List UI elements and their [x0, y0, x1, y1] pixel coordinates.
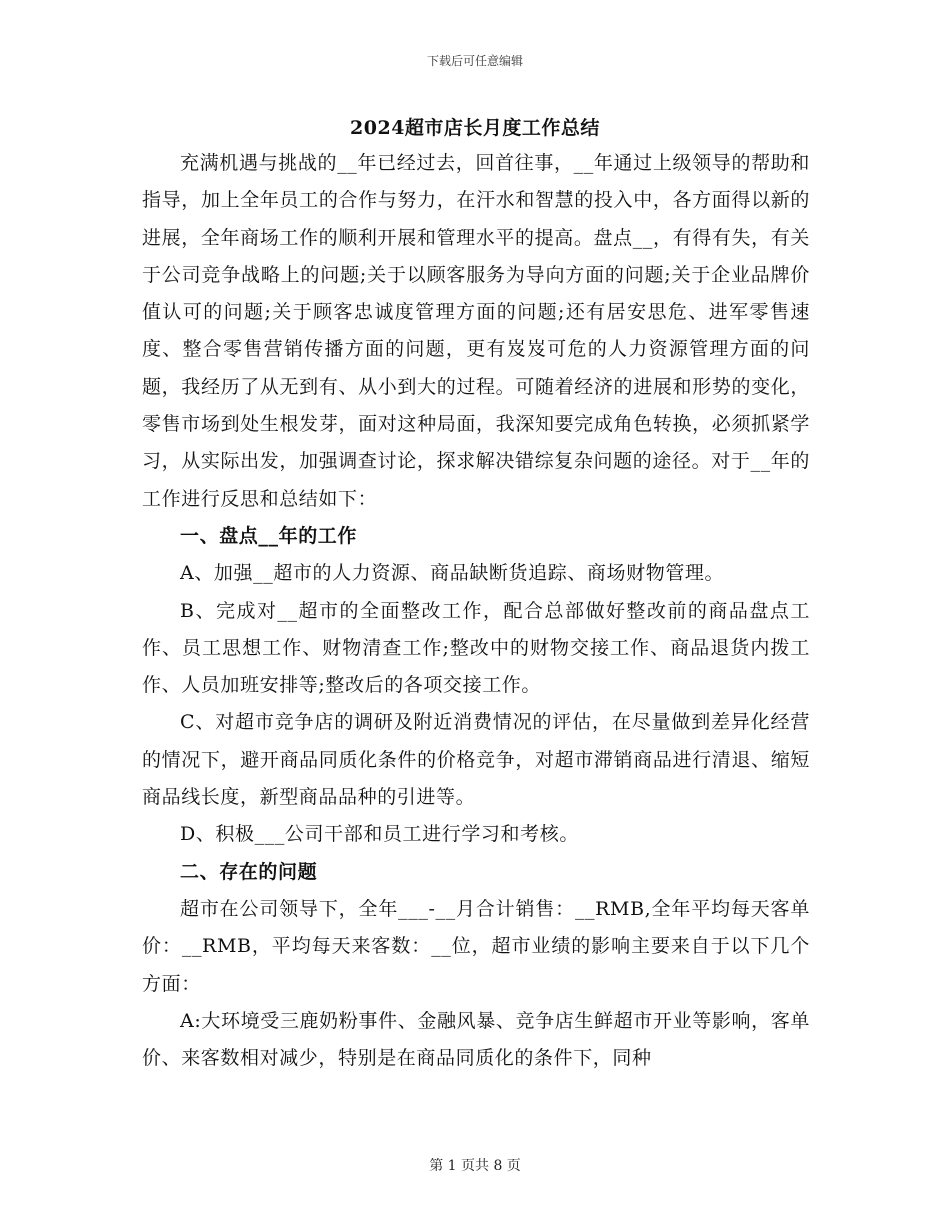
- page-header: 下载后可任意编辑: [426, 54, 523, 68]
- section-heading-review: 一、盘点__年的工作: [180, 524, 358, 547]
- paragraph-item-d: D、积极___公司干部和员工进行学习和考核。: [180, 823, 579, 846]
- document-title: 2024超市店长月度工作总结: [350, 117, 600, 139]
- document-body: [142, 145, 810, 1077]
- page-footer: 第 1 页共 8 页: [429, 1158, 521, 1174]
- paragraph-item-c: C、对超市竞争店的调研及附近消费情况的评估，在尽量做到差异化经营的情况下，避开商品同质化条件的价格竞争，对超市滞销商品进行清退、缩短商品线长度，新型商品品种的引进等。: [142, 711, 810, 809]
- paragraph-problem-a: A:大环境受三鹿奶粉事件、金融风暴、竞争店生鲜超市开业等影响，客单价、来客数相对减少，特别是在商品同质化的条件下，同种: [142, 1009, 810, 1070]
- paragraph-intro: 充满机遇与挑战的__年已经过去，回首往事，__年通过上级领导的帮助和指导，加上全年员工的合作与努力，在汗水和智慧的投入中，各方面得以新的进展，全年商场工作的顺利开展和管理水平的提高。盘点__，有得有失，有关于公司竞争战略上的问题;关于以顾客服务为导向方面的问题;关于企业品牌价值认可的问题;关于顾客忠诚度管理方面的问题;还有居安思危、进军零售速度、整合零售营销传播方面的问题，更有岌岌可危的人力资源管理方面的问题，我经历了从无到有、从小到大的过程。可随着经济的进展和形势的变化，零售市场到处生根发芽，面对这种局面，我深知要完成角色转换，必须抓紧学习，从实际出发，加强调查讨论，探求解决错综复杂问题的途径。对于__年的工作进行反思和总结如下：: [142, 152, 810, 510]
- paragraph-item-b: B、完成对__超市的全面整改工作，配合总部做好整改前的商品盘点工作、员工思想工作、财物清查工作;整改中的财物交接工作、商品退货内拨工作、人员加班安排等;整改后的各项交接工作。: [142, 599, 810, 697]
- paragraph-sales-summary: 超市在公司领导下，全年___-__月合计销售：__RMB,全年平均每天客单价：__RMB，平均每天来客数：__位，超市业绩的影响主要来自于以下几个方面：: [142, 897, 810, 995]
- paragraph-item-a: A、加强__超市的人力资源、商品缺断货追踪、商场财物管理。: [180, 562, 725, 585]
- section-heading-problems: 二、存在的问题: [180, 860, 318, 883]
